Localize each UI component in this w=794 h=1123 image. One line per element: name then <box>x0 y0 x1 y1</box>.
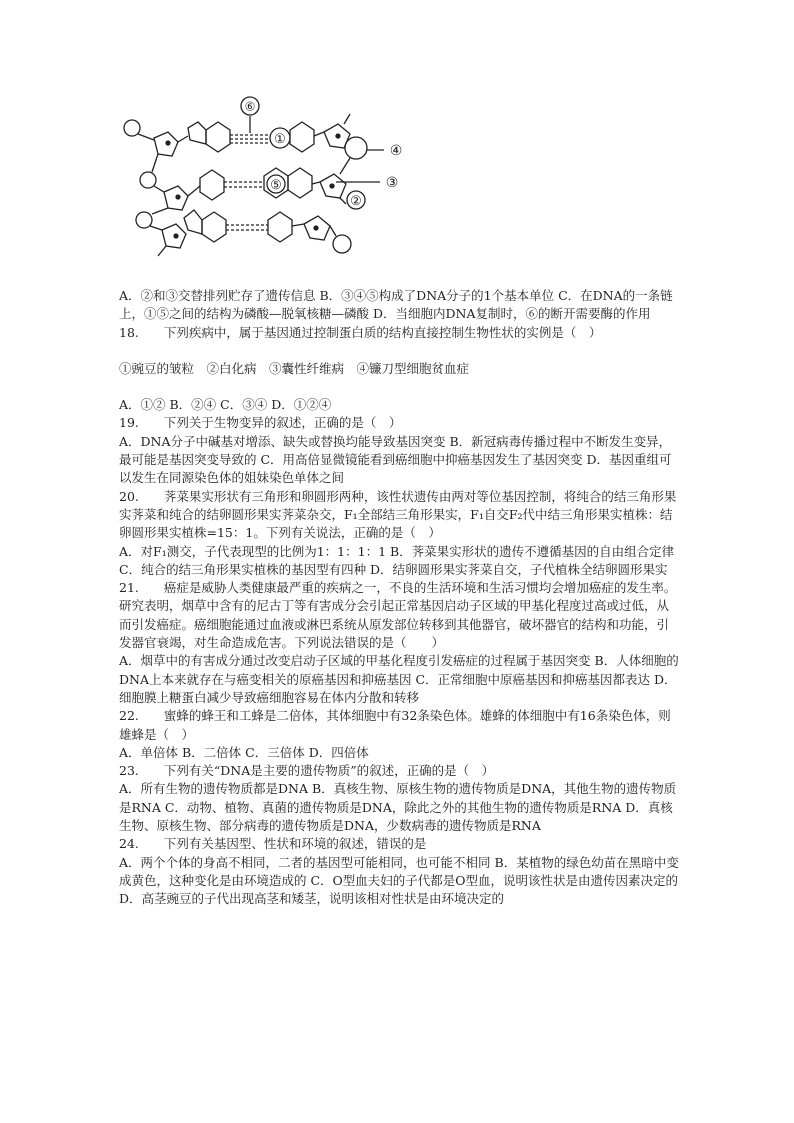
purine-pentagon-right-2 <box>288 168 312 198</box>
purine-pentagon-3 <box>184 210 202 234</box>
q18-stem: 18. 下列疾病中，属于基因通过控制蛋白质的结构直接控制生物性状的实例是（ ） <box>119 324 602 340</box>
label-4: ④ <box>389 143 403 159</box>
pyrimidine-hexagon-right-3 <box>268 212 292 242</box>
label-3: ③ <box>385 175 399 191</box>
left-bases <box>178 122 230 242</box>
phosphate-circle-right-3 <box>333 235 351 253</box>
label-6: ⑥ <box>244 99 256 114</box>
phosphate-circle-left-2 <box>140 172 156 188</box>
phosphate-circle-right-1 <box>345 137 367 159</box>
label-4-group <box>367 143 402 159</box>
label-5: ⑤ <box>270 178 282 193</box>
dna-structure-diagram <box>118 96 418 266</box>
q20-options: A．对F₁测交，子代表现型的比例为1：1：1：1 B．荠菜果实形状的遗传不遵循基因的自由组合定律 C．纯合的结三角形果实植株的基因型有四种 D．结卵圆形果实荠菜自交，子代植株全结卵圆形果实 <box>119 543 675 577</box>
purine-hexagon-1 <box>206 122 230 152</box>
label-2-group <box>347 191 365 209</box>
q21-options: A．烟草中的有害成分通过改变启动子区域的甲基化程度引发癌症的过程属于基因突变 B．人体细胞的DNA上本来就存在与癌变相关的原癌基因和抑癌基因 C．正常细胞中原癌基因和抑癌基因都表达 D．细胞膜上糖蛋白减少导致癌细胞容易在体内分散和转移 <box>119 653 679 705</box>
phosphate-circle-left-3 <box>136 212 152 228</box>
label-6-group <box>241 97 259 133</box>
purine-pentagon-1 <box>188 122 206 144</box>
pyrimidine-hexagon-2 <box>200 170 224 200</box>
pyrimidine-hexagon-right-1 <box>290 122 314 152</box>
q18-items: ①豌豆的皱粒 ②白化病 ③囊性纤维病 ④镰刀型细胞贫血症 <box>119 360 470 376</box>
q22-stem: 22. 蜜蜂的蜂王和工蜂是二倍体，其体细胞中有32条染色体。雄蜂的体细胞中有16条染色体，则雄蜂是（ ） <box>119 708 671 742</box>
purine-hexagon-3 <box>202 212 226 242</box>
q23-options: A．所有生物的遗传物质都是DNA B．真核生物、原核生物的遗传物质是DNA，其他生物的遗传物质是RNA C．动物、植物、真菌的遗传物质是DNA，除此之外的其他生物的遗传物质是RNA D．真核生物、原核生物、部分病毒的遗传物质是DNA，少数病毒的遗传物质是RNA <box>119 781 677 834</box>
q19-options: A．DNA分子中碱基对增添、缺失或替换均能导致基因突变 B．新冠病毒传播过程中不断发生变异，最可能是基因突变导致的 C．用高倍显微镜能看到癌细胞中抑癌基因发生了基因突变 D．基因重组可以发生在同源染色体的姐妹染色单体之间 <box>119 433 672 486</box>
hydrogen-bonds <box>224 135 268 230</box>
q24-options: A．两个个体的身高不相同，二者的基因型可能相同，也可能不相同 B．某植物的绿色幼苗在黑暗中变成黄色，这种变化是由环境造成的 C．O型血夫妇的子代都是O型血，说明该性状是由遗传因素决定的 D．高茎豌豆的子代出现高茎和矮茎，说明该相对性状是由环境决定的 <box>119 854 679 907</box>
phosphate-circle-left-1 <box>124 120 140 136</box>
label-2: ② <box>350 194 362 209</box>
q22-options: A．单倍体 B．二倍体 C．三倍体 D．四倍体 <box>119 744 369 760</box>
q18-options: A．①② B．②④ C．③④ D．①②④ <box>119 397 332 413</box>
q23-stem: 23. 下列有关“DNA是主要的遗传物质”的叙述，正确的是（ ） <box>119 763 495 779</box>
q24-stem: 24. 下列有关基因型、性状和环境的叙述，错误的是 <box>119 836 427 852</box>
label-1: ① <box>274 132 286 147</box>
question-content <box>119 287 679 909</box>
right-bases <box>264 122 314 242</box>
left-strand-backbone <box>124 120 188 256</box>
right-strand-backbone <box>292 114 367 253</box>
q21-stem: 21. 癌症是威胁人类健康最严重的疾病之一，不良的生活环境和生活习惯均会增加癌症的发生率。研究表明，烟草中含有的尼古丁等有害成分会引起正常基因启动子区域的甲基化程度过高或过低，从而引发癌症。癌细胞能通过血液或淋巴系统从原发部位转移到其他器官，破坏器官的结构和功能，引发器官衰竭，对生命造成危害。下列说法错误的是（ ） <box>119 580 677 651</box>
q20-stem: 20. 荠菜果实形状有三角形和卵圆形两种，该性状遗传由两对等位基因控制，将纯合的结三角形果实荠菜和纯合的结卵圆形果实荠菜杂交，F₁全部结三角形果实，F₁自交F₂代中结三角形果实植株：结卵圆形果实植株=15：1。下列有关说法，正确的是（ ） <box>119 488 677 541</box>
q19-stem: 19. 下列关于生物变异的叙述，正确的是（ ） <box>119 415 402 431</box>
sugar-oxygen-dot <box>166 141 170 145</box>
q17-options: A．②和③交替排列贮存了遗传信息 B．③④⑤构成了DNA分子的1个基本单位 C．在DNA的一条链上，①⑤之间的结构为磷酸—脱氧核糖—磷酸 D．当细胞内DNA复制时，⑥的断开需要酶的作用 <box>119 288 673 322</box>
